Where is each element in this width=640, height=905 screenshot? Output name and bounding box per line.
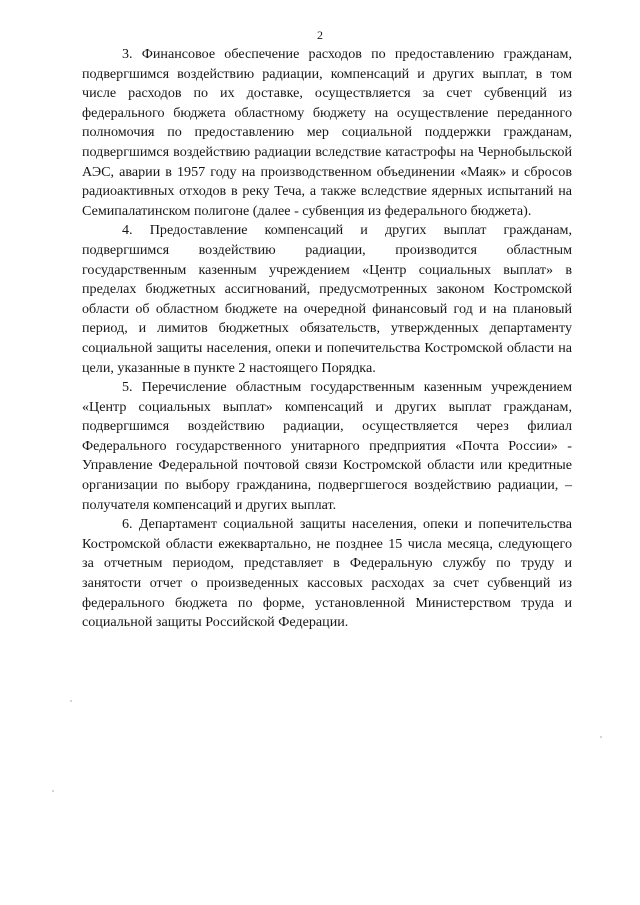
paragraph-4: 4. Предоставление компенсаций и других выплат гражданам, подвергшимся воздействию радиации, производится областным государственным казенным учреждением «Центр социальных выплат» в пределах бюджетных ассигнований, предусмотренных законом Костромской области об областном бюджете на очередной финансовый год и на плановый период, и лимитов бюджетных обязательств, утвержденных департаменту социальной защиты населения, опеки и попечительства Костромской области на цели, указанные в пункте 2 настоящего Порядка. <box>82 222 572 376</box>
paragraph-6: 6. Департамент социальной защиты населения, опеки и попечительства Костромской области ежеквартально, не позднее 15 числа месяца, следующего за отчетным периодом, представляет в Федеральную службу по труду и занятости отчет о произведенных кассовых расходах за счет субвенций из федерального бюджета по форме, установленной Министерством труда и социальной защиты Российской Федерации. <box>82 516 572 631</box>
paragraph-3: 3. Финансовое обеспечение расходов по предоставлению гражданам, подвергшимся воздействию радиации, компенсаций и других выплат, в том числе расходов по их доставке, осуществляется за счет субвенций из федерального бюджета областному бюджету на осуществление переданного полномочия по предоставлению мер социальной поддержки гражданам, подвергшимся воздействию радиации вследствие катастрофы на Чернобыльской АЭС, аварии в 1957 году на производственном объединении «Маяк» и сбросов радиоактивных отходов в реку Теча, а также вследствие ядерных испытаний на Семипалатинском полигоне (далее - субвенция из федерального бюджета). <box>82 46 572 219</box>
scan-speck <box>52 790 54 792</box>
scan-speck <box>600 736 602 738</box>
document-body <box>82 45 572 633</box>
paragraph-5: 5. Перечисление областным государственным казенным учреждением «Центр социальных выплат» компенсаций и других выплат гражданам, подвергшимся воздействию радиации, осуществляется через филиал Федерального государственного унитарного предприятия «Почта России» - Управление Федеральной почтовой связи Костромской области или кредитные организации по выбору гражданина, подвергшегося воздействию радиации, – получателя компенсаций и других выплат. <box>82 379 572 513</box>
page-number: 2 <box>317 28 323 42</box>
scan-speck <box>70 700 72 702</box>
